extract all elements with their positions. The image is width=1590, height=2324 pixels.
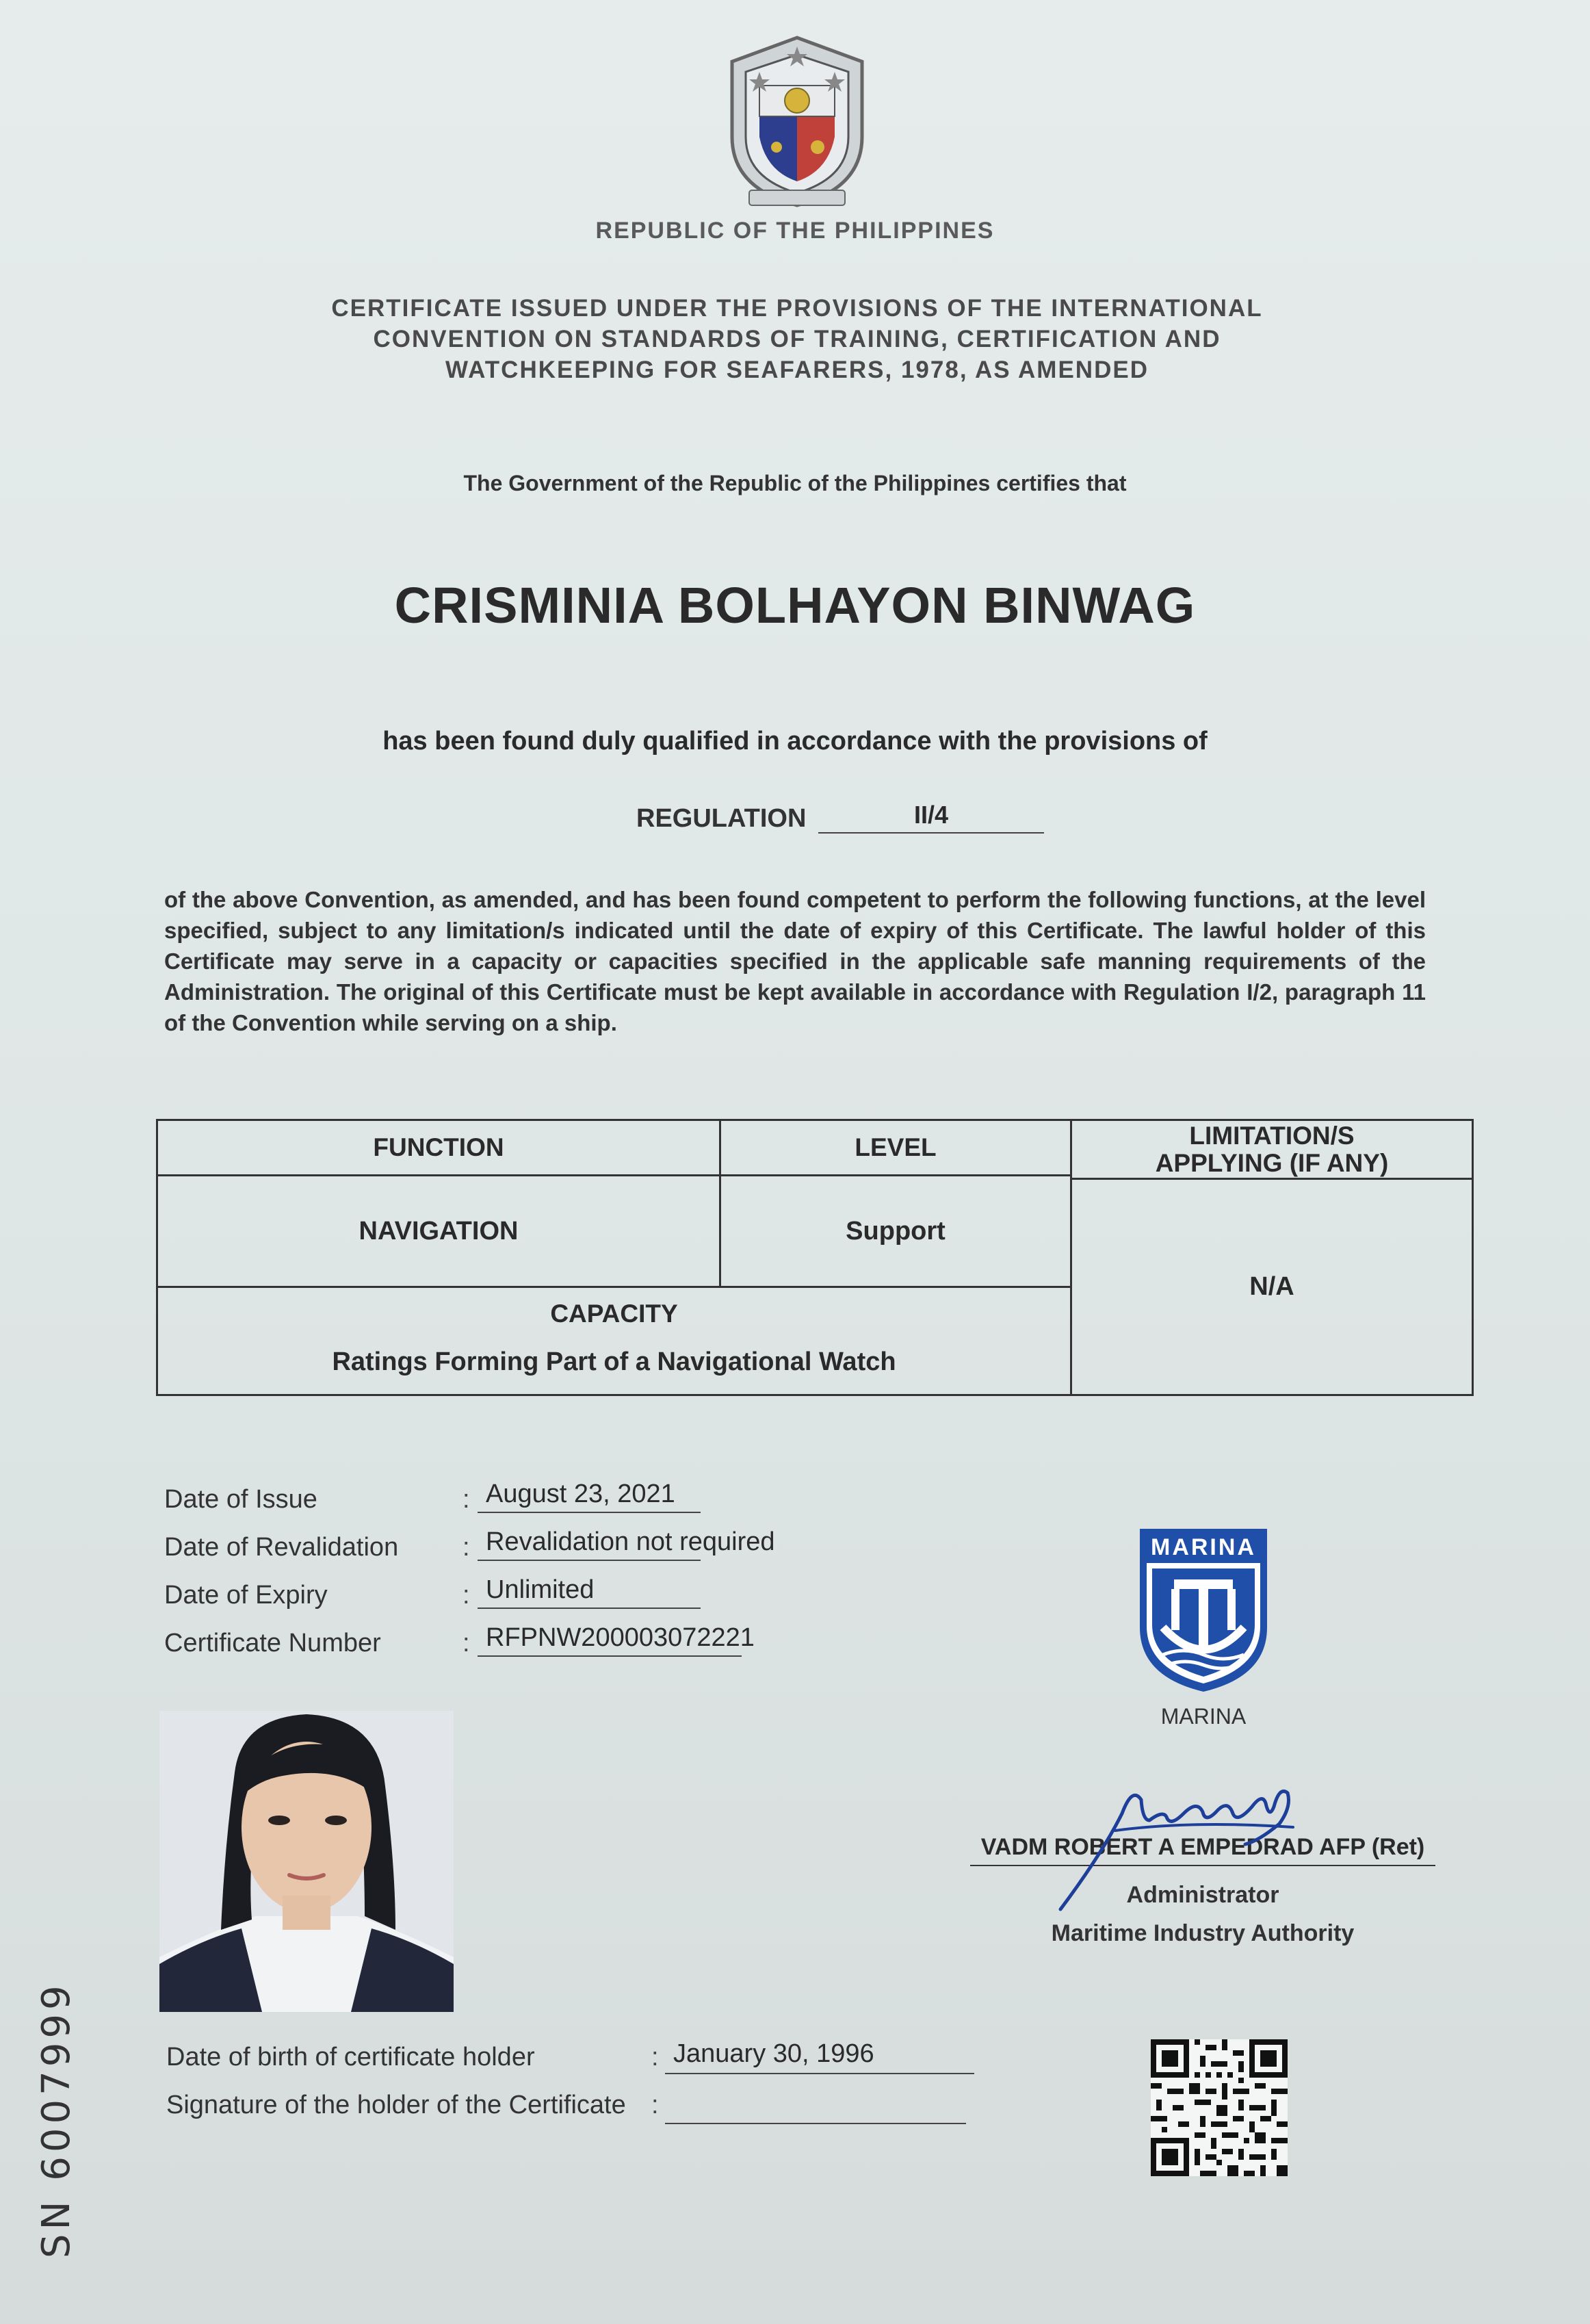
header-level: LEVEL [855,1133,937,1161]
expiry-date-label: Date of Expiry [164,1581,328,1610]
competence-paragraph: of the above Convention, as amended, and has been found competent to perform the following functions, at the level specified, subject to any limitation/s indicated until the date of expiry of this Certificate. The lawful holder of this Certificate may serve in a capacity or capacities specified in the applicable safe manning requirements of the Administration. The original of this Certificate must be kept available in accordance with Regulation I/2, paragraph 11 of the Convention while serving on a ship. [164,887,1426,1035]
holder-name: CRISMINIA BOLHAYON BINWAG [394,577,1196,634]
holder-signature-line [665,2093,966,2124]
holder-signature-colon: : [651,2091,659,2119]
marina-logo-icon [1136,1525,1271,1694]
revalidation-date-colon: : [462,1533,470,1562]
regulation-value: II/4 [818,801,1044,834]
holder-photo [159,1711,454,2012]
functions-table [156,1119,1474,1396]
level-value: Support [846,1216,946,1245]
qualified-statement: has been found duly qualified in accordance with the provisions of [382,727,1208,756]
holder-signature-label: Signature of the holder of the Certificate [166,2091,626,2119]
expiry-date-value: Unlimited [478,1575,701,1609]
header-limitations [1072,1121,1472,1178]
limitations-value: N/A [1249,1272,1294,1301]
qr-code-icon [1151,2039,1288,2176]
certificate-number-colon: : [462,1629,470,1657]
philippine-seal-icon [718,34,876,212]
issue-date-colon: : [462,1485,470,1514]
dob-label: Date of birth of certificate holder [166,2043,535,2071]
certificate-number-label: Certificate Number [164,1629,381,1657]
certificate-number-value: RFPNW200003072221 [478,1623,742,1657]
expiry-date-colon: : [462,1581,470,1610]
capacity-value: Ratings Forming Part of a Navigational Watch [332,1347,896,1376]
signatory-organization: Maritime Industry Authority [1051,1920,1355,1946]
government-certifies-text: The Government of the Republic of the Philippines certifies that [463,471,1127,495]
revalidation-date-label: Date of Revalidation [164,1533,399,1562]
capacity-label: CAPACITY [550,1300,678,1328]
issue-date-label: Date of Issue [164,1485,317,1514]
signatory-name: VADM ROBERT A EMPEDRAD AFP (Ret) [970,1834,1435,1866]
dob-colon: : [651,2043,659,2071]
header-function: FUNCTION [373,1133,504,1161]
dob-value: January 30, 1996 [665,2039,974,2074]
issue-date-value: August 23, 2021 [478,1480,701,1513]
republic-heading: REPUBLIC OF THE PHILIPPINES [595,218,995,244]
function-value: NAVIGATION [359,1216,519,1245]
revalidation-date-value: Revalidation not required [478,1527,701,1561]
regulation-label: REGULATION [636,804,807,833]
header-limitations-line1: LIMITATION/S [1189,1121,1355,1150]
header-limitations-line2: APPLYING (IF ANY) [1155,1148,1389,1177]
marina-caption: MARINA [1160,1704,1247,1729]
signatory-title: Administrator [1126,1882,1279,1908]
serial-number: SN 6007999 [34,1981,79,2258]
table-divider [158,1286,1070,1288]
convention-heading: CERTIFICATE ISSUED UNDER THE PROVISIONS OF THE INTERNATIONAL CONVENTION ON STANDARDS OF TRAINING, CERTIFICATION AND WATCHKEEPING FOR SEAFARERS, 1978, AS AMENDED [331,295,1263,383]
marina-logo-text: MARINA [1151,1534,1256,1560]
